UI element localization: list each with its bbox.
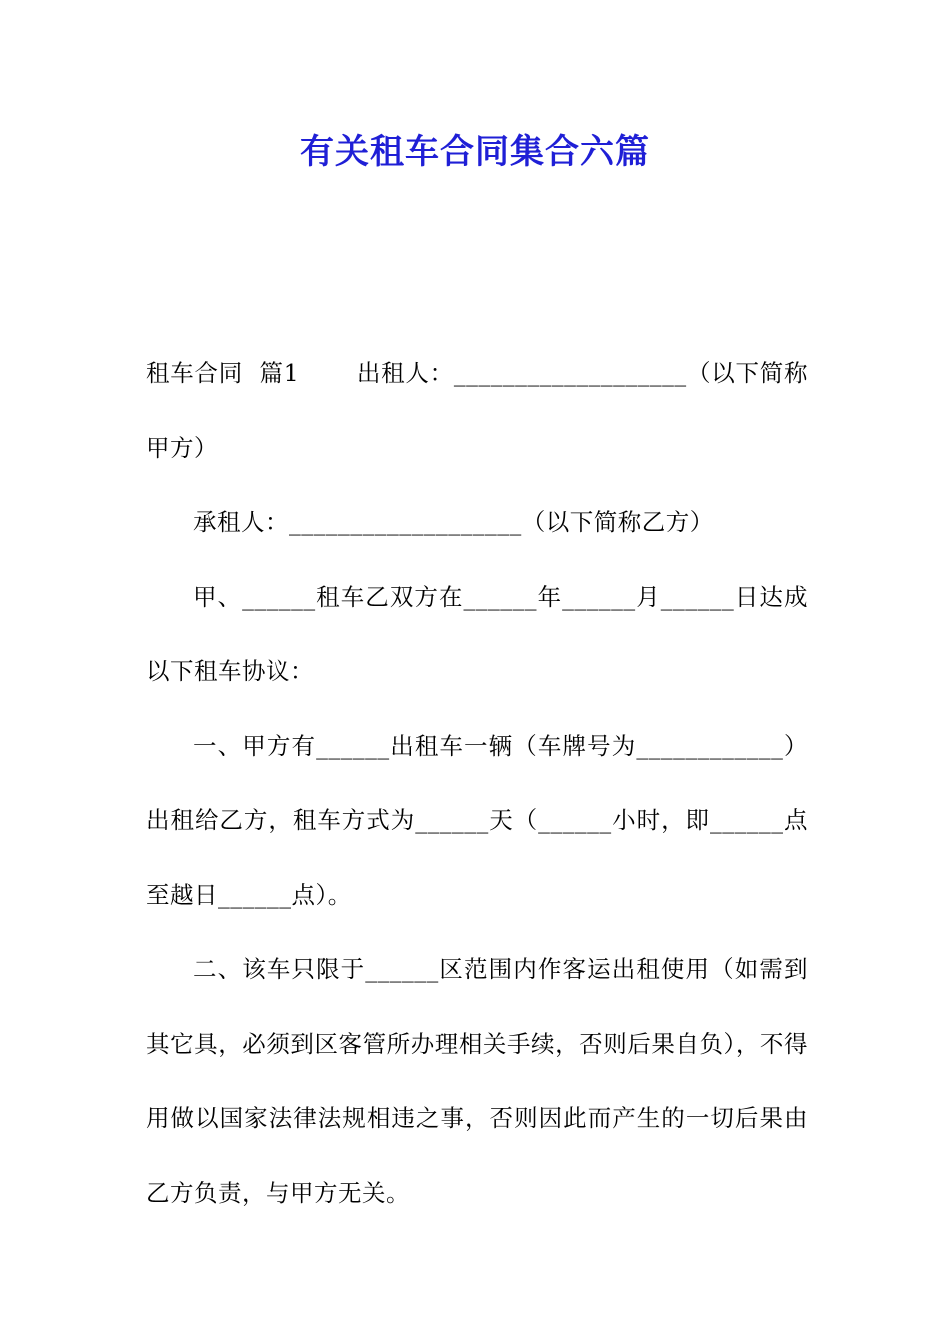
paragraph-agreement: 甲、______租车乙双方在______年______月______日达成以下租车协议： xyxy=(146,582,808,685)
document-body xyxy=(146,336,808,1230)
paragraph-clause-2: 二、该车只限于______区范围内作客运出租使用（如需到其它具，必须到区客管所办理相关手续，否则后果自负），不得用做以国家法律法规相违之事，否则因此而产生的一切后果由乙方负责，与甲方无关。 xyxy=(146,955,808,1207)
paragraph-clause-1: 一、甲方有______出租车一辆（车牌号为____________）出租给乙方，租车方式为______天（______小时，即______点至越日______点）。 xyxy=(146,731,808,909)
document-title: 有关租车合同集合六篇 xyxy=(300,132,650,172)
paragraph-lessor: 租车合同 篇1 出租人：___________________（以下简称甲方） xyxy=(146,359,808,462)
paragraph-lessee: 承租人：___________________（以下简称乙方） xyxy=(193,508,714,536)
